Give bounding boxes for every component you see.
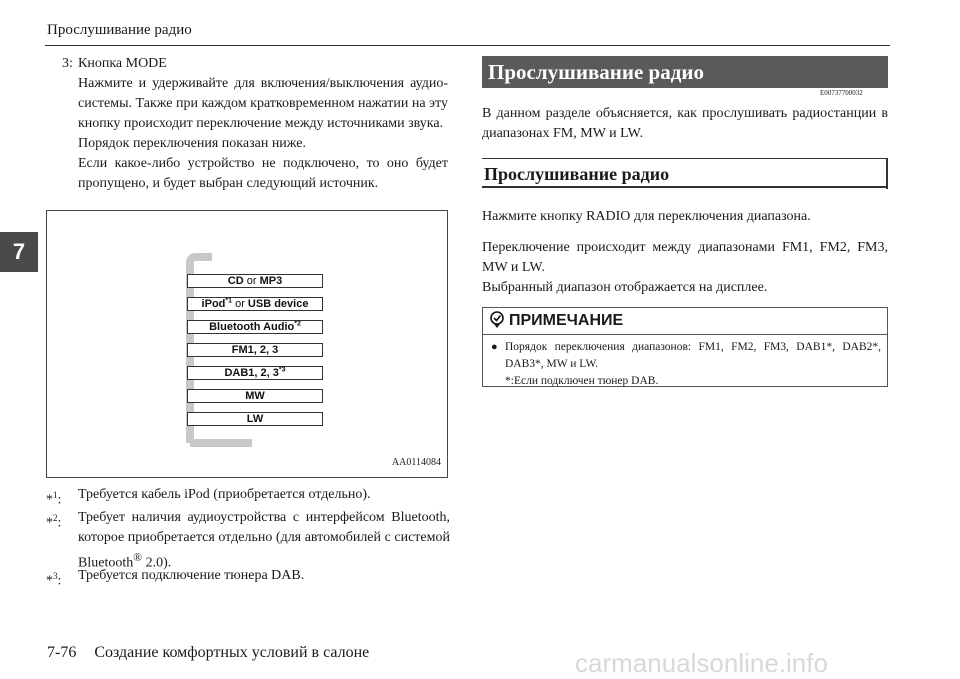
note-body: ● Порядок переключения диапазонов: FM1, FM2, FM3, DAB1*, DAB2*, DAB3*, MW и LW. *:Если подключен тюнер DAB.: [491, 341, 881, 387]
document-code: E00737700032: [820, 89, 863, 97]
section-banner: Прослушивание радио: [482, 56, 888, 88]
footnote: *$^3$: Требуется подключение тюнера DAB.: [46, 566, 450, 586]
footnote-mark: *$^3$:: [46, 571, 62, 589]
source-dab: DAB1, 2, 3$^{*3}$: [187, 366, 323, 380]
page-footer: [47, 644, 369, 662]
source-lw: LW: [187, 412, 323, 426]
source-mw: MW: [187, 389, 323, 403]
item3-line: Нажмите и удерживайте для включения/выключения аудиосистемы. Также при каждом кратковременном нажатии на эту кнопку происходит переключение между источниками звука.: [78, 76, 448, 131]
item3-description: [78, 54, 448, 194]
intro-paragraph: В данном разделе объясняется, как прослушивать радиостанции в диапазонах FM, MW и LW.: [482, 106, 888, 141]
item3-line: Кнопка MODE: [78, 56, 167, 71]
chapter-tab: 7: [0, 232, 38, 272]
pencil-note-icon: [489, 311, 505, 329]
paragraph: Нажмите кнопку RADIO для переключения диапазона.: [482, 209, 811, 224]
item-number: 3:: [62, 56, 73, 71]
running-header: Прослушивание радио: [47, 22, 192, 38]
paragraph: Выбранный диапазон отображается на дисплее.: [482, 280, 768, 295]
subsection-header: Прослушивание радио: [482, 158, 888, 188]
footnote: *$^1$: Требуется кабель iPod (приобретается отдельно).: [46, 485, 450, 505]
source-ipod-usb: iPod$^{*1}$ or USB device: [187, 297, 323, 311]
footnote: *$^2$: Требует наличия аудиоустройства с интерфейсом Bluetooth, которое приобретается отдельно (для автомобилей с системой Bluetooth® 2.0).: [46, 510, 450, 571]
footnote-mark: *$^2$:: [46, 513, 62, 531]
item3-line: Если какое-либо устройство не подключено, то оно будет пропущено, и будет выбран следующий источник.: [78, 156, 448, 191]
source-bluetooth-audio: Bluetooth Audio$^{*2}$: [187, 320, 323, 334]
section-title: Создание комфортных условий в салоне: [94, 644, 370, 661]
item3-line: Порядок переключения показан ниже.: [78, 136, 307, 151]
figure-code: AA0114084: [391, 457, 441, 468]
header-rule: [45, 45, 890, 46]
source-cd-mp3: CD or MP3: [187, 274, 323, 288]
note-header: ПРИМЕЧАНИЕ: [483, 308, 887, 335]
bullet-icon: ●: [491, 341, 498, 353]
note-box: [482, 307, 888, 387]
paragraph: Переключение происходит между диапазонами FM1, FM2, FM3, MW и LW.: [482, 240, 888, 275]
page-number: 7-76: [47, 644, 77, 661]
source-fm: FM1, 2, 3: [187, 343, 323, 357]
watermark: carmanualsonline.info: [575, 648, 828, 678]
footnote-mark: *$^1$:: [46, 490, 62, 508]
